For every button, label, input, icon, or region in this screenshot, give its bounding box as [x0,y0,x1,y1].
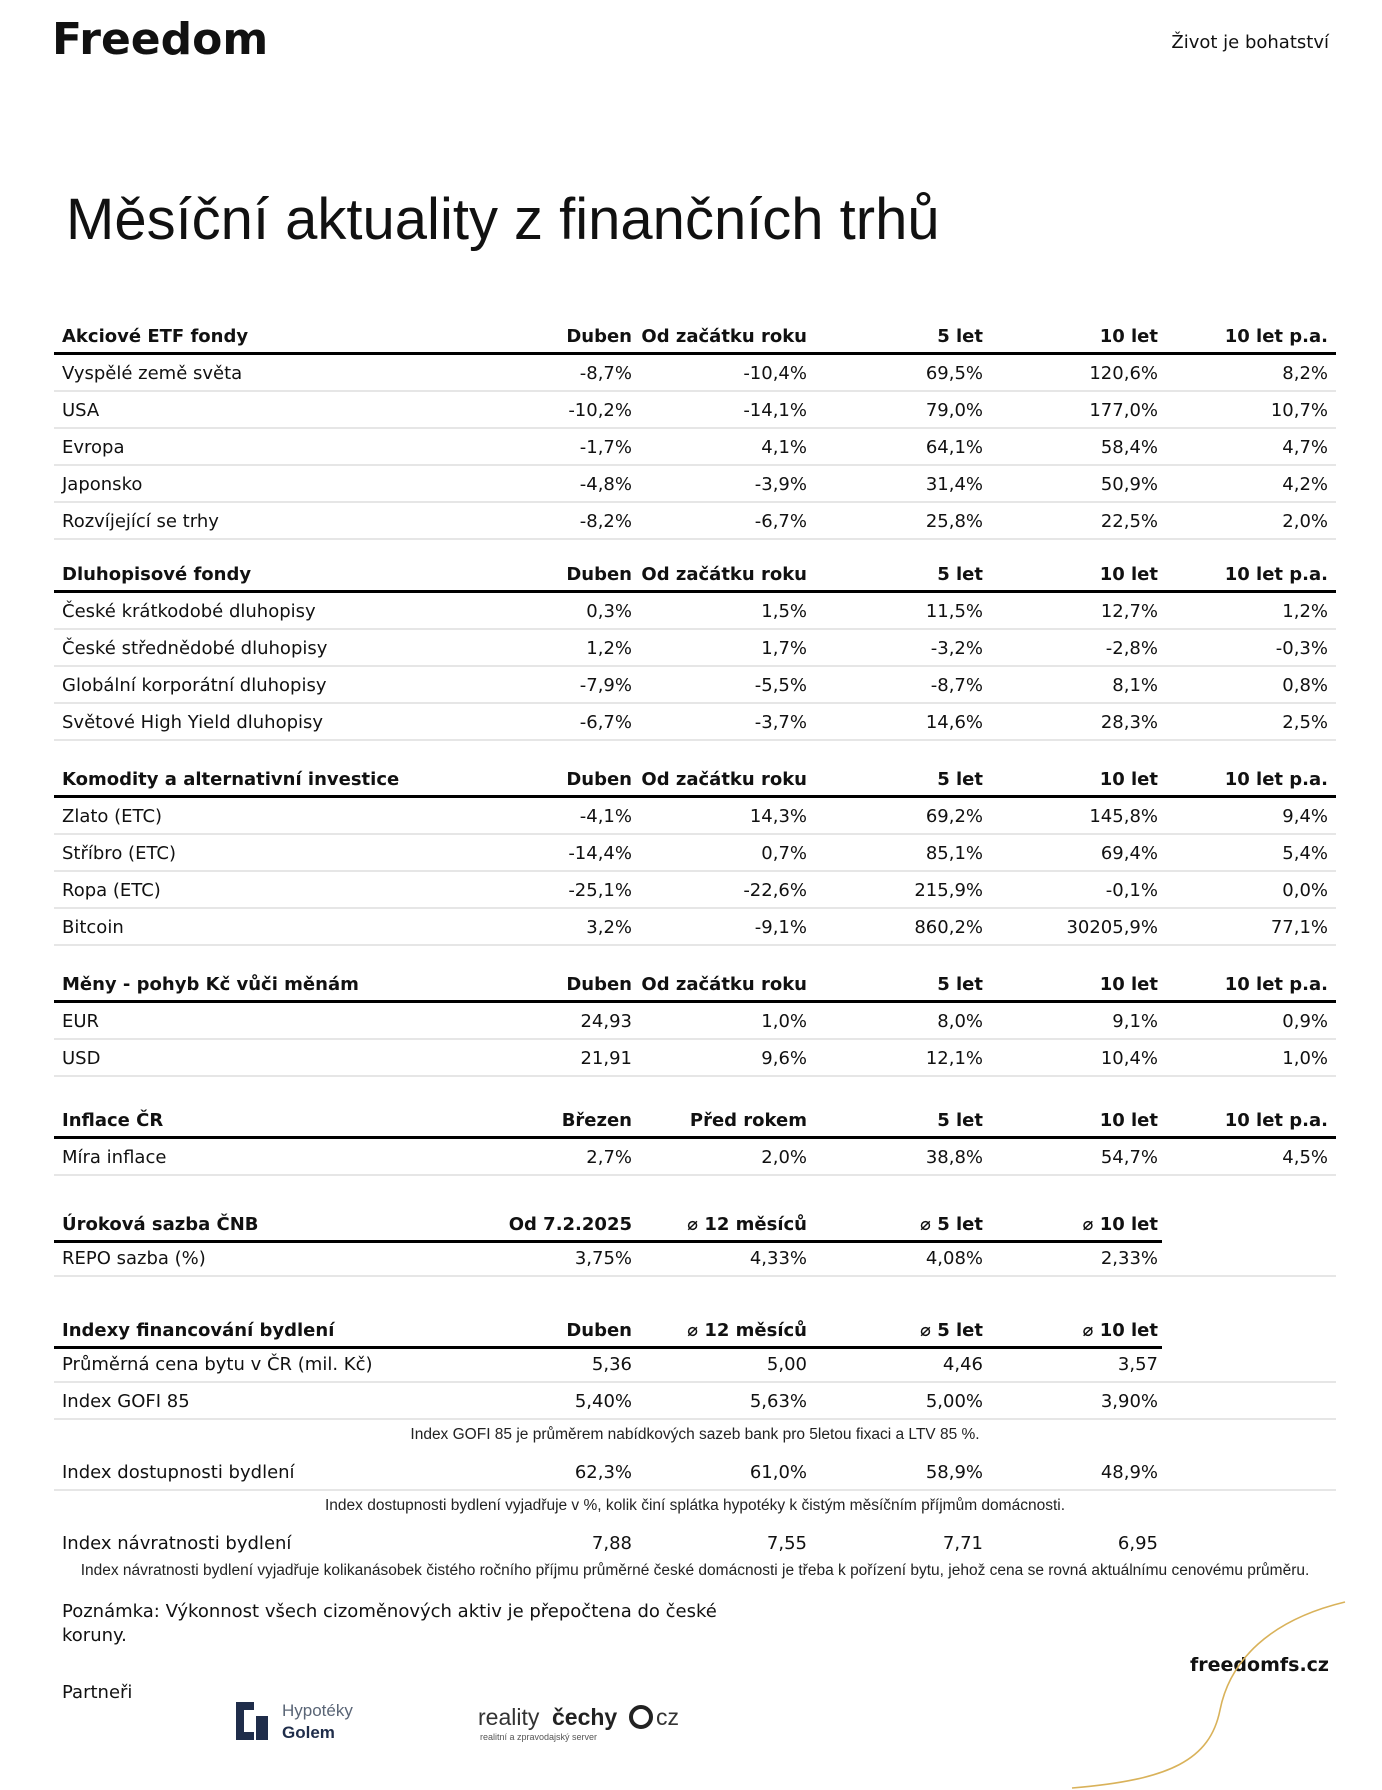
table-row [54,667,1336,704]
table-row [54,1383,1336,1420]
column-header: ⌀ 5 let [920,1214,983,1235]
cell-value: 22,5% [1100,511,1158,532]
row-label: USD [62,1048,101,1069]
cell-value: 9,4% [1282,806,1328,827]
cell-value: 1,0% [761,1011,807,1032]
row-label: Průměrná cena bytu v ČR (mil. Kč) [62,1354,373,1375]
website-link[interactable]: freedomfs.cz [1190,1654,1329,1676]
cell-value: 1,7% [761,638,807,659]
cell-value: 8,2% [1282,363,1328,384]
cell-value: -25,1% [568,880,632,901]
cell-value: 0,3% [586,601,632,622]
cell-value: 25,8% [925,511,983,532]
column-header: ⌀ 5 let [920,1320,983,1341]
table-row [54,1003,1336,1040]
table-header-row [54,759,1336,798]
cell-value: 62,3% [574,1462,632,1483]
row-label: EUR [62,1011,100,1032]
cell-value: 7,55 [766,1533,807,1554]
column-header: Duben [566,564,632,585]
table-row [54,1240,1336,1277]
table-section [54,759,1336,946]
column-header: 5 let [937,326,983,347]
cell-value: 9,1% [1112,1011,1158,1032]
cell-value: 8,0% [937,1011,983,1032]
cell-value: 5,40% [574,1391,632,1412]
cell-value: -10,2% [568,400,632,421]
row-label: Stříbro (ETC) [62,843,176,864]
column-header: 10 let [1099,1110,1158,1131]
cell-value: -0,3% [1275,638,1328,659]
row-label: Rozvíjející se trhy [62,511,219,532]
cell-value: 64,1% [925,437,983,458]
cell-value: 1,2% [1282,601,1328,622]
hypoteky-golem-logo[interactable] [232,1698,392,1744]
cell-value: -14,1% [743,400,807,421]
reality-word1: reality [478,1704,540,1730]
cell-value: 2,33% [1100,1248,1158,1269]
table-row [54,704,1336,741]
cell-value: 0,7% [761,843,807,864]
table-row [54,429,1336,466]
row-label: Míra inflace [62,1147,167,1168]
cell-value: -2,8% [1105,638,1158,659]
cell-value: -7,9% [579,675,632,696]
gold-curve-decoration [1070,1600,1350,1790]
tagline: Život je bohatství [1171,32,1329,53]
cell-value: 2,5% [1282,712,1328,733]
cell-value: 2,0% [761,1147,807,1168]
row-label: USA [62,400,100,421]
cell-value: 69,4% [1100,843,1158,864]
column-header: 10 let p.a. [1224,326,1328,347]
cell-value: 69,2% [925,806,983,827]
cell-value: 50,9% [1100,474,1158,495]
cell-value: -8,2% [579,511,632,532]
realitycechy-logo[interactable] [478,1698,690,1744]
row-label: Vyspělé země světa [62,363,243,384]
cell-value: 10,4% [1100,1048,1158,1069]
column-header: 5 let [937,1110,983,1131]
column-header: 10 let p.a. [1224,564,1328,585]
column-header: ⌀ 10 let [1082,1320,1158,1341]
row-label: České střednědobé dluhopisy [62,638,328,659]
cell-value: 31,4% [925,474,983,495]
column-header: 5 let [937,564,983,585]
cell-value: 14,3% [749,806,807,827]
row-label: Index návratnosti bydlení [62,1533,292,1554]
table-row [54,466,1336,503]
cell-value: 1,0% [1282,1048,1328,1069]
row-label: České krátkodobé dluhopisy [62,601,316,622]
column-header: Dluhopisové fondy [62,564,252,585]
cell-value: 2,7% [586,1147,632,1168]
cell-value: -22,6% [743,880,807,901]
cell-value: 4,33% [749,1248,807,1269]
cell-value: -8,7% [579,363,632,384]
cell-value: 7,71 [942,1533,983,1554]
cell-value: 58,9% [925,1462,983,1483]
table-section [54,316,1336,540]
cell-value: -4,8% [579,474,632,495]
cell-value: 215,9% [914,880,983,901]
cell-value: 5,00 [766,1354,807,1375]
table-row [54,798,1336,835]
cell-value: 7,88 [591,1533,632,1554]
cell-value: 3,2% [586,917,632,938]
table-row [54,392,1336,429]
table-row [54,872,1336,909]
cell-value: -6,7% [754,511,807,532]
cell-value: 6,95 [1117,1533,1158,1554]
column-header: Březen [561,1110,632,1131]
index-note: Index návratnosti bydlení vyjadřuje kolikanásobek čistého ročního příjmu průměrné české domácnosti je třeba k pořízení bytu, jehož cena se rovná aktuálnímu cenovému průměru. [80,1562,1310,1579]
cell-value: 24,93 [580,1011,632,1032]
cell-value: 21,91 [580,1048,632,1069]
cell-value: 9,6% [761,1048,807,1069]
table-header-row [54,1204,1336,1240]
cell-value: 4,7% [1282,437,1328,458]
cell-value: 4,5% [1282,1147,1328,1168]
cell-value: -10,4% [743,363,807,384]
cell-value: 4,08% [925,1248,983,1269]
row-label: Index dostupnosti bydlení [62,1462,295,1483]
table-row [54,1346,1336,1383]
table-row [54,835,1336,872]
column-header: Od začátku roku [641,564,807,585]
column-header: Před rokem [689,1110,807,1131]
cell-value: 860,2% [914,917,983,938]
column-header: Duben [566,1320,632,1341]
page-title: Měsíční aktuality z finančních trhů [66,187,940,252]
cell-value: 79,0% [925,400,983,421]
cell-value: 5,63% [749,1391,807,1412]
column-header: Od 7.2.2025 [508,1214,632,1235]
cell-value: 4,46 [942,1354,983,1375]
column-header: Duben [566,974,632,995]
cell-value: -3,9% [754,474,807,495]
row-label: Zlato (ETC) [62,806,163,827]
cell-value: 0,8% [1282,675,1328,696]
column-header: Měny - pohyb Kč vůči měnám [62,974,359,995]
column-header: Úroková sazba ČNB [62,1214,259,1235]
table-header-row [54,316,1336,355]
index-note: Index dostupnosti bydlení vyjadřuje v %, kolik činí splátka hypotéky k čistým měsíčním příjmům domácnosti. [325,1497,1065,1514]
cell-value: 120,6% [1089,363,1158,384]
cell-value: 0,0% [1282,880,1328,901]
brand-logo: Freedom [52,14,269,65]
cell-value: 69,5% [925,363,983,384]
column-header: Inflace ČR [62,1110,164,1131]
cell-value: 145,8% [1089,806,1158,827]
row-label: Globální korporátní dluhopisy [62,675,327,696]
cell-value: 10,7% [1270,400,1328,421]
cell-value: 4,2% [1282,474,1328,495]
column-header: ⌀ 12 měsíců [687,1214,807,1235]
cell-value: -14,4% [568,843,632,864]
cell-value: -3,7% [754,712,807,733]
cell-value: 177,0% [1089,400,1158,421]
column-header: Komodity a alternativní investice [62,769,400,790]
cnb-section [54,1204,1336,1277]
row-label: Světové High Yield dluhopisy [62,712,324,733]
row-label: Ropa (ETC) [62,880,161,901]
table-section [54,554,1336,741]
table-row [54,593,1336,630]
golem-line2: Golem [282,1723,335,1742]
cell-value: 3,90% [1100,1391,1158,1412]
housing-section [54,1310,1336,1582]
cell-value: 11,5% [925,601,983,622]
cell-value: -3,2% [930,638,983,659]
column-header: Indexy financování bydlení [62,1320,335,1341]
table-row [54,909,1336,946]
table-header-row [54,554,1336,593]
row-label: Index GOFI 85 [62,1391,190,1412]
cell-value: -4,1% [579,806,632,827]
partners-label: Partneři [62,1682,133,1703]
column-header: Od začátku roku [641,974,807,995]
column-header: 10 let [1099,769,1158,790]
index-note: Index GOFI 85 je průměrem nabídkových sazeb bank pro 5letou fixaci a LTV 85 %. [410,1426,980,1443]
cell-value: 4,1% [761,437,807,458]
row-label: REPO sazba (%) [62,1248,206,1269]
golem-mark-icon [236,1702,268,1740]
cell-value: 28,3% [1100,712,1158,733]
cell-value: 38,8% [925,1147,983,1168]
cell-value: 5,4% [1282,843,1328,864]
cell-value: 3,57 [1117,1354,1158,1375]
table-header-row [54,1100,1336,1139]
cell-value: 14,6% [925,712,983,733]
cell-value: 48,9% [1100,1462,1158,1483]
table-header-row [54,1310,1336,1346]
cell-value: 30205,9% [1066,917,1158,938]
table-row [54,630,1336,667]
column-header: 10 let p.a. [1224,974,1328,995]
golem-line1: Hypotéky [282,1701,353,1720]
column-header: ⌀ 12 měsíců [687,1320,807,1341]
column-header: Duben [566,769,632,790]
cell-value: 1,5% [761,601,807,622]
reality-circle-icon [631,1707,651,1727]
table-row [54,503,1336,540]
cell-value: 5,36 [591,1354,632,1375]
column-header: 10 let p.a. [1224,1110,1328,1131]
table-row [54,1525,1336,1560]
reality-word2: čechy [552,1704,618,1730]
cell-value: -1,7% [579,437,632,458]
cell-value: 58,4% [1100,437,1158,458]
table-section [54,964,1336,1077]
column-header: Od začátku roku [641,769,807,790]
cell-value: 61,0% [749,1462,807,1483]
cell-value: 54,7% [1100,1147,1158,1168]
cell-value: 3,75% [574,1248,632,1269]
cell-value: 12,1% [925,1048,983,1069]
column-header: 10 let [1099,974,1158,995]
cell-value: 85,1% [925,843,983,864]
cell-value: 5,00% [925,1391,983,1412]
cell-value: 1,2% [586,638,632,659]
cell-value: -8,7% [930,675,983,696]
table-row [54,1454,1336,1491]
footnote: Poznámka: Výkonnost všech cizoměnových aktiv je přepočtena do české koruny. [62,1601,717,1646]
column-header: ⌀ 10 let [1082,1214,1158,1235]
column-header: Duben [566,326,632,347]
cell-value: 2,0% [1282,511,1328,532]
row-label: Japonsko [62,474,143,495]
table-row [54,355,1336,392]
column-header: Akciové ETF fondy [62,326,249,347]
column-header: Od začátku roku [641,326,807,347]
cell-value: -5,5% [754,675,807,696]
reality-suffix: cz [656,1704,679,1730]
cell-value: -9,1% [754,917,807,938]
cell-value: 8,1% [1112,675,1158,696]
table-header-row [54,964,1336,1003]
reality-sub: realitní a zpravodajský server [480,1732,598,1742]
cell-value: -6,7% [579,712,632,733]
column-header: 10 let [1099,326,1158,347]
column-header: 5 let [937,974,983,995]
column-header: 5 let [937,769,983,790]
cell-value: 12,7% [1100,601,1158,622]
row-label: Bitcoin [62,917,124,938]
table-section [54,1100,1336,1176]
cell-value: -0,1% [1105,880,1158,901]
row-label: Evropa [62,437,125,458]
table-row [54,1040,1336,1077]
column-header: 10 let p.a. [1224,769,1328,790]
table-row [54,1139,1336,1176]
cell-value: 77,1% [1270,917,1328,938]
column-header: 10 let [1099,564,1158,585]
cell-value: 0,9% [1282,1011,1328,1032]
